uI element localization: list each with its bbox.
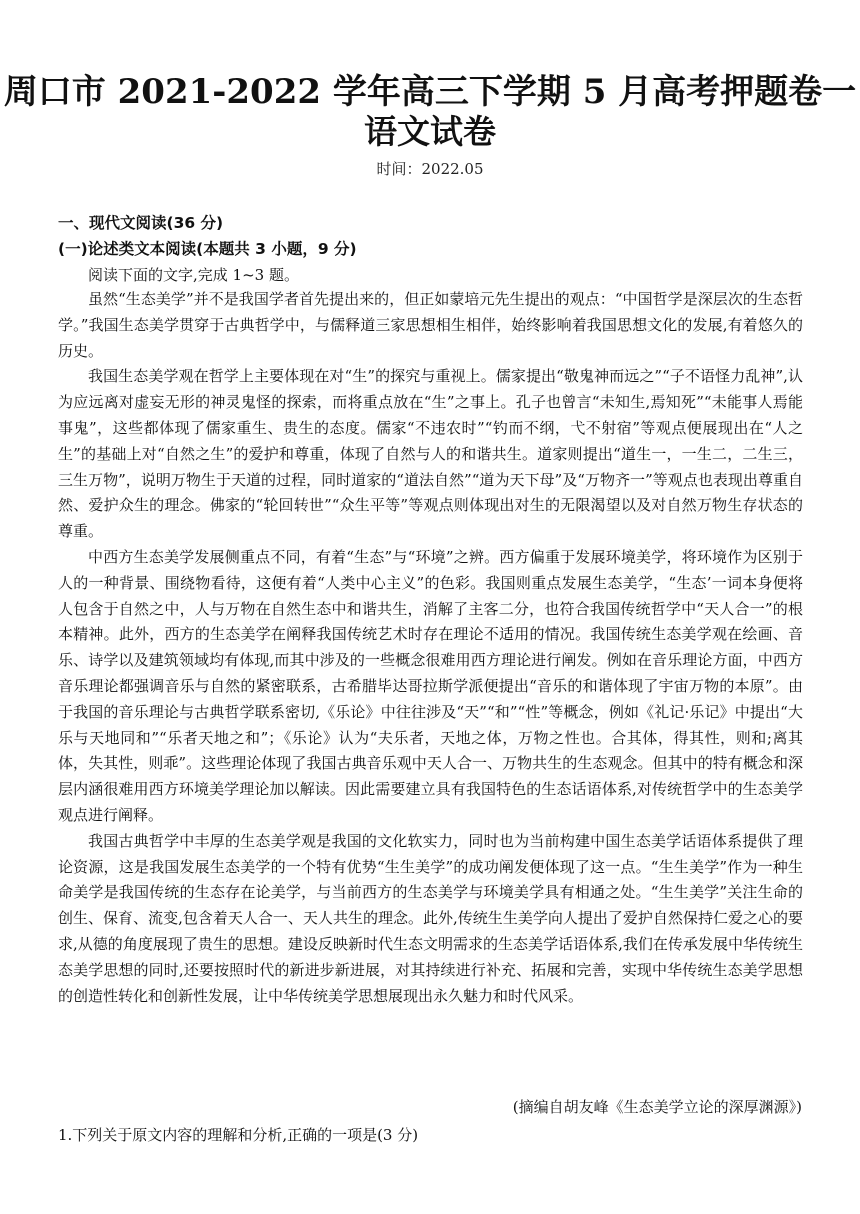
subsection-heading: (一)论述类文本阅读(本题共 3 小题，9 分) [58, 240, 357, 258]
section-heading: 一、现代文阅读(36 分) [58, 214, 224, 232]
question-1: 1.下列关于原文内容的理解和分析,正确的一项是(3 分) [58, 1126, 419, 1144]
passage-paragraph: 我国生态美学观在哲学上主要体现在对“生”的探究与重视上。儒家提出“敬鬼神而远之”“子不语怪力乱神”,认为应远离对虚妄无形的神灵鬼怪的探索，而将重点放在“生”之事上。孔子也曾言“未知生,焉知死”“未能事人焉能事鬼”，这些都体现了儒家重生、贵生的态度。儒家“不违农时”“钓而不纲，弋不射宿”等观点便展现出在“人之生”的基础上对“自然之生”的爱护和尊重，体现了自然与人的和谐共生。道家则提出“道生一，一生二，二生三，三生万物”，说明万物生于天道的过程，同时道家的“道法自然”“道为天下母”及“万物齐一”等观点也表现出尊重自然、爱护众生的理念。佛家的“轮回转世”“众生平等”等观点则体现出对生的无限渴望以及对自然万物生存状态的尊重。 [58, 367, 803, 541]
passage-source: (摘编自胡友峰《生态美学立论的深厚渊源》) [512, 1098, 802, 1116]
passage-paragraph: 中西方生态美学发展侧重点不同，有着“生态”与“环境”之辨。西方偏重于发展环境美学，将环境作为区别于人的一种背景、围绕物看待，这便有着“人类中心主义”的色彩。我国则重点发展生态美学，“生态’一词本身便将人包含于自然之中，人与万物在自然生态中和谐共生，消解了主客二分，也符合我国传统哲学中“天人合一”的根本精神。此外，西方的生态美学在阐释我国传统艺术时存在理论不适用的情况。我国传统生态美学观在绘画、音乐、诗学以及建筑领域均有体现,而其中涉及的一些概念很难用西方理论进行阐发。例如在音乐理论方面，中西方音乐理论都强调音乐与自然的紧密联系，古希腊毕达哥拉斯学派便提出“音乐的和谐体现了宇宙万物的本原”。由于我国的音乐理论与古典哲学联系密切,《乐论》中往往涉及“天”“和”“性”等概念，例如《礼记·乐记》中提出“大乐与天地同和”“乐者天地之和”；《乐论》认为“夫乐者，天地之体，万物之性也。合其体，得其性，则和;离其体，失其性，则乖”。这些理论体现了我国古典音乐观中天人合一、万物共生的生态观念。但其中的特有概念和深层内涵很难用西方环境美学理论加以解读。因此需要建立具有我国特色的生态话语体系,对传统哲学中的生态美学观点进行阐释。 [58, 547, 803, 824]
exam-time: 时间：2022.05 [376, 160, 484, 178]
passage-paragraph: 虽然“生态美学”并不是我国学者首先提出来的，但正如蒙培元先生提出的观点：“中国哲学是深层次的生态哲学。”我国生态美学贯穿于古典哲学中，与儒释道三家思想相生相伴，始终影响着我国思想文化的发展,有着悠久的历史。 [58, 290, 803, 360]
reading-passage [58, 287, 803, 1009]
exam-subtitle: 语文试卷 [364, 112, 496, 151]
exam-title: 周口市 2021-2022 学年高三下学期 5 月高考押题卷一 [3, 72, 857, 112]
reading-instruction: 阅读下面的文字,完成 1~3 题。 [88, 266, 299, 284]
passage-paragraph: 我国古典哲学中丰厚的生态美学观是我国的文化软实力，同时也为当前构建中国生态美学话语体系提供了理论资源，这是我国发展生态美学的一个特有优势“生生美学”的成功阐发便体现了这一点。“生生美学”作为一种生命美学是我国传统的生态存在论美学，与当前西方的生态美学与环境美学具有相通之处。“生生美学”关注生命的创生、保育、流变,包含着天人合一、天人共生的理念。此外,传统生生美学向人提出了爱护自然保持仁爱之心的要求,从德的角度展现了贵生的思想。建设反映新时代生态文明需求的生态美学话语体系,我们在传承发展中华传统生态美学思想的同时,还要按照时代的新进步新进展，对其持续进行补充、拓展和完善，实现中华传统生态美学思想的创造性转化和创新性发展，让中华传统美学思想展现出永久魅力和时代风采。 [58, 831, 803, 1005]
